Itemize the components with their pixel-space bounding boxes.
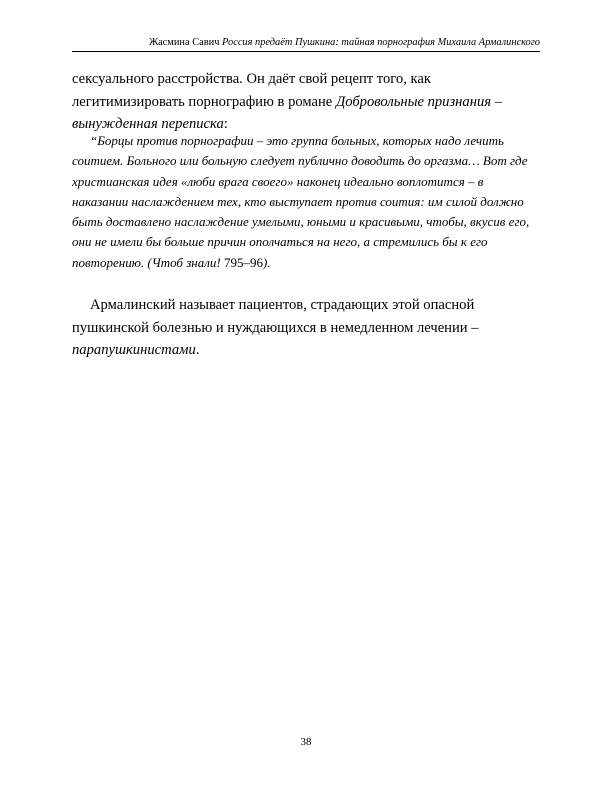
paragraph-conclusion-end: . — [195, 342, 200, 358]
term-parapushkinists: парапушкинистами — [72, 342, 196, 358]
paragraph-conclusion — [72, 294, 540, 362]
paragraph-conclusion-text: Армалинский называет пациентов, страдающих этой опасной пушкинской болезнью и нуждающихся в немедленном лечении – — [72, 297, 479, 336]
header-rule — [72, 51, 540, 52]
quote-end: ). — [262, 254, 271, 270]
paragraph-intro-end: : — [223, 116, 228, 132]
header-author: Жасмина Савич — [149, 37, 220, 48]
paragraph-intro — [72, 68, 540, 136]
quote-text: “Борцы против порнографии – это группа больных, которых надо лечить соитием. Больного или больную следует публично доводить до оргазма… Вот где христианская идея «люби врага своего» наконец идеально воплотится – в наказании наслаждением тех, кто выступает против соития: им силой должно быть доставлено наслаждение умелыми, юными и красивыми, чтобы, вкусив его, они не имели бы больше причин ополчаться на него, а стремились бы к его повторению. ( — [72, 133, 530, 270]
page-number: 38 — [300, 736, 312, 748]
block-quote — [72, 131, 540, 273]
novel-title: Добровольные признания – вынужденная переписка — [72, 93, 502, 132]
quote-source: Чтоб знали! — [151, 254, 221, 270]
running-header — [72, 36, 540, 49]
paragraph-intro-text: сексуального расстройства. Он даёт свой рецепт того, как легитимизировать порнографию в романе — [72, 71, 431, 110]
header-title: Россия предаёт Пушкина: тайная порнография Михаила Армалинского — [222, 37, 540, 48]
quote-pages: 795–96 — [220, 254, 263, 270]
